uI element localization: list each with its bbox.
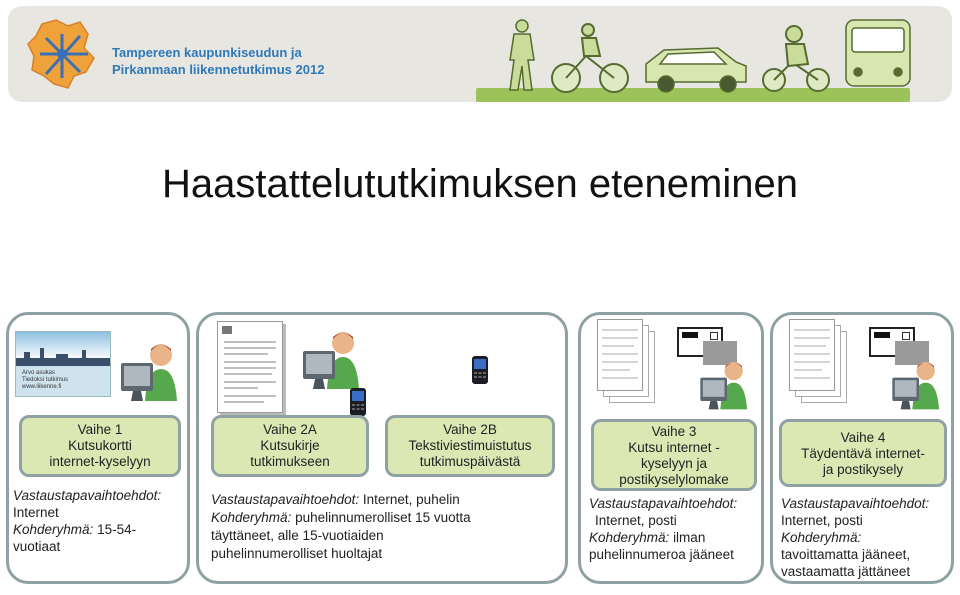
mobile-phone-icon [349,387,367,417]
target-group-value-3: puhelinnumerolliset huoltajat [211,546,383,561]
target-group-value: 15-54- [97,522,137,537]
target-group-value: puhelinnumerolliset 15 vuotta [295,510,471,525]
header-banner [8,6,952,102]
phase-2a-label-line-3: tutkimukseen [250,454,330,469]
phase-1-label-line-3: internet-kyselyyn [49,454,151,469]
motorcyclist-icon [763,26,829,91]
target-group-key: Kohderyhmä: [211,510,292,525]
phase-1-panel [6,312,190,584]
phase-2b-label-line-3: tutkimuspäivästä [419,454,521,469]
computer-user-icon [299,329,359,393]
phase-2-panel [196,312,568,584]
response-options-value: Internet, posti [595,513,677,528]
phase-1-description [13,487,189,555]
org-line-2: Pirkanmaan liikennetutkimus 2012 [112,62,325,77]
phase-2a-label-line-2: Kutsukirje [260,438,320,453]
computer-user-icon [889,359,939,413]
target-group-value-2: vastaamatta jättäneet [781,564,911,579]
phase-4-label-line-2: Täydentävä internet- [801,446,925,461]
city-skyline-icon [16,346,111,366]
phase-4-name: Vaihe 4 [840,430,886,445]
questionnaire-forms-image [597,319,657,405]
phase-4-panel [770,312,954,584]
phase-2a-name: Vaihe 2A [263,422,317,437]
page-title: Haastattelututkimuksen eteneminen [162,162,798,206]
mobile-phone-icon [471,355,489,385]
phase-3-label-line-3: kyselyyn ja [640,456,708,471]
postcard-line-2: www.liikenne.fi [22,384,62,390]
phase-3-panel [578,312,764,584]
questionnaire-forms-image [789,319,849,405]
phase-3-description [589,495,765,563]
target-group-value-2: täyttäneet, alle 15-vuotiaiden [211,528,384,543]
cyclist-icon [552,24,628,92]
transport-silhouettes [496,16,916,98]
organization-name [112,44,352,78]
response-options-key: Vastaustapavaihtoehdot: [13,488,162,503]
response-options-value: Internet, puhelin [362,492,460,507]
phase-3-label-line-2: Kutsu internet - [628,440,720,455]
target-group-value-2: puhelinnumeroa jääneet [589,547,734,562]
org-line-1: Tampereen kaupunkiseudun ja [112,45,302,60]
phase-2a-label [211,415,369,477]
target-group-value-2: vuotiaat [13,539,61,554]
phase-1-label-line-2: Kutsukortti [68,438,132,453]
target-group-value: ilman [673,530,706,545]
phase-2-description [211,491,561,563]
phase-4-description [781,495,953,580]
phase-2b-name: Vaihe 2B [443,422,497,437]
phase-2b-label [385,415,555,477]
computer-user-icon [117,341,177,405]
phase-4-label-line-3: ja postikysely [822,462,904,477]
phase-3-name: Vaihe 3 [651,424,697,439]
response-options-key: Vastaustapavaihtoehdot: [211,492,360,507]
phase-1-name: Vaihe 1 [77,422,123,437]
response-options-value: Internet [13,505,59,520]
computer-user-icon [697,359,747,413]
response-options-key: Vastaustapavaihtoehdot: [781,496,930,511]
target-group-key: Kohderyhmä: [589,530,670,545]
phase-3-label-line-4: postikyselylomake [619,472,729,487]
pedestrian-icon [510,20,534,90]
target-group-value: tavoittamatta jääneet, [781,547,911,562]
phase-3-label [591,419,757,491]
bus-icon [846,20,910,86]
postcard-line-1: Tiedoksi tutkimus [22,377,69,383]
postcard-image [15,331,111,397]
response-options-value: Internet, posti [781,513,863,528]
postcard-title: Arvo asukas [22,370,56,376]
phase-4-label [779,419,947,487]
target-group-key: Kohderyhmä: [781,530,862,545]
phase-1-label [19,415,181,477]
target-group-key: Kohderyhmä: [13,522,94,537]
invitation-letter-image [217,321,283,413]
region-map-logo [22,14,102,94]
phase-2b-label-line-2: Tekstiviestimuistutus [408,438,532,453]
response-options-key: Vastaustapavaihtoehdot: [589,496,738,511]
car-icon [646,48,746,92]
